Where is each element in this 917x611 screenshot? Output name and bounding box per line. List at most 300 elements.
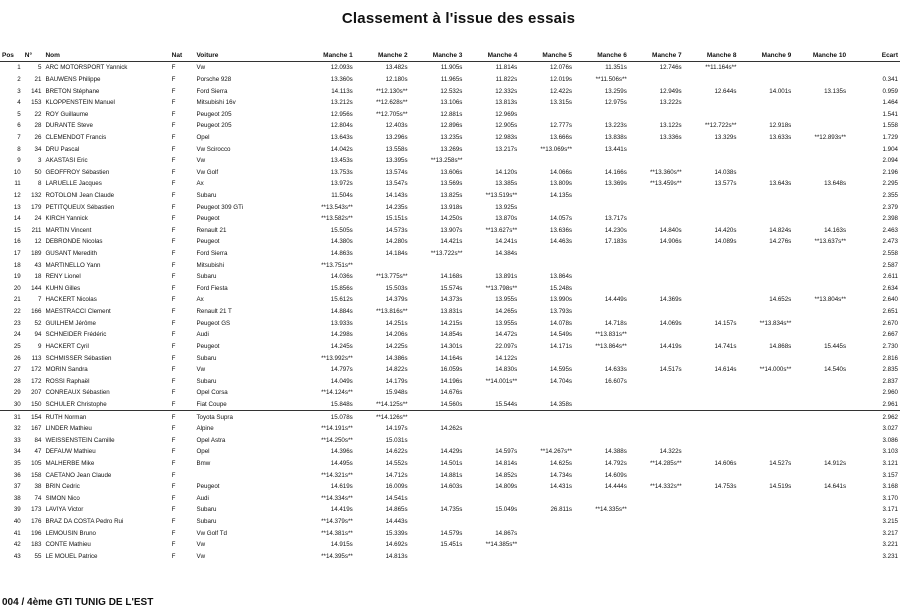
- table-cell: **13.459s**: [650, 180, 682, 188]
- table-cell: 26: [34, 133, 42, 141]
- table-cell: [574, 190, 629, 202]
- table-cell: 13.235s: [440, 133, 463, 141]
- table-cell: 154: [23, 411, 44, 423]
- table-cell: 24: [13, 331, 21, 339]
- table-cell: [684, 201, 739, 213]
- table-cell: [464, 423, 519, 435]
- table-cell: HACKERT Nicolas: [45, 296, 97, 304]
- table-cell: [793, 539, 848, 551]
- table-cell: [684, 551, 739, 563]
- table-cell: [738, 527, 793, 539]
- table-cell: LAVIYA Victor: [45, 506, 84, 514]
- table-cell: F: [171, 354, 176, 362]
- table-cell: 172: [31, 377, 42, 385]
- table-cell: [793, 375, 848, 387]
- table-row: [0, 190, 900, 202]
- table-cell: 14.429s: [440, 448, 463, 456]
- table-cell: 29: [13, 389, 21, 397]
- table-cell: 14.472s: [495, 331, 518, 339]
- table-cell: **14.267s**: [540, 448, 573, 456]
- table-cell: F: [171, 180, 176, 188]
- table-cell: 34: [13, 448, 21, 456]
- table-cell: [464, 155, 519, 167]
- col-header: Manche 5: [519, 50, 574, 62]
- table-row: [0, 306, 900, 318]
- table-cell: [738, 399, 793, 411]
- table-cell: [738, 493, 793, 505]
- table-cell: 13.574s: [385, 168, 408, 176]
- table-cell: 38: [13, 494, 21, 502]
- table-cell: [793, 62, 848, 74]
- table-cell: 2.816: [882, 354, 898, 362]
- table-row: [0, 271, 900, 283]
- table-cell: 13.825s: [440, 192, 463, 199]
- table-cell: F: [171, 319, 176, 327]
- table-cell: 14.301s: [440, 342, 463, 350]
- table-cell: Peugeot 205: [196, 122, 232, 130]
- table-cell: DURANTE Steve: [45, 122, 93, 130]
- table-cell: [684, 74, 739, 86]
- table-cell: [684, 283, 739, 295]
- table-cell: 43: [34, 261, 42, 269]
- table-cell: [684, 294, 739, 306]
- col-header: Manche 2: [355, 50, 410, 62]
- table-cell: Vw Golf: [196, 168, 219, 176]
- table-cell: 13.648s: [824, 180, 847, 188]
- table-cell: 14.619s: [330, 483, 353, 491]
- table-cell: [574, 435, 629, 447]
- table-cell: 14.066s: [550, 168, 573, 176]
- table-cell: 14.215s: [440, 319, 463, 327]
- table-cell: 14.241s: [495, 238, 518, 246]
- table-cell: 2.651: [882, 308, 898, 316]
- table-cell: **13.258s**: [430, 157, 463, 165]
- table-cell: 12.076s: [550, 64, 573, 72]
- table-cell: [629, 399, 684, 411]
- table-cell: **11.506s**: [595, 75, 627, 83]
- table-cell: [629, 329, 684, 341]
- table-cell: F: [171, 99, 176, 107]
- table-row: [0, 516, 900, 528]
- table-cell: ROTOLONI Jean Claude: [45, 192, 115, 199]
- table-cell: 14.704s: [550, 377, 573, 385]
- table-cell: F: [171, 110, 176, 118]
- table-cell: 18: [13, 261, 21, 269]
- table-cell: 14.865s: [385, 506, 408, 514]
- table-cell: **13.831s**: [595, 331, 627, 339]
- table-cell: F: [171, 400, 176, 408]
- table-cell: [464, 387, 519, 399]
- table-cell: 14.164s: [440, 354, 463, 362]
- table-cell: 14.265s: [495, 308, 518, 316]
- table-cell: 2.473: [882, 238, 898, 246]
- table-cell: 13.441s: [604, 145, 627, 153]
- table-cell: [574, 108, 629, 120]
- table-cell: 14.915s: [330, 541, 353, 549]
- table-cell: 13.329s: [714, 133, 737, 141]
- table-cell: Ax: [196, 180, 204, 188]
- table-cell: DEFAUW Mathieu: [45, 448, 96, 456]
- table-cell: [684, 143, 739, 155]
- table-cell: [793, 329, 848, 341]
- table-cell: 11.965s: [440, 75, 463, 83]
- table-cell: 13.972s: [330, 180, 353, 188]
- table-cell: [574, 387, 629, 399]
- table-cell: 14.369s: [659, 296, 682, 304]
- table-cell: 25: [13, 342, 21, 350]
- table-cell: Peugeot: [196, 215, 220, 223]
- table-cell: 14.143s: [385, 192, 408, 199]
- table-cell: 14.384s: [495, 250, 518, 258]
- table-row: [0, 317, 900, 329]
- table-cell: **12.893s**: [814, 133, 847, 141]
- table-cell: [684, 493, 739, 505]
- table-cell: 3.027: [882, 425, 898, 433]
- table-cell: 14.135s: [550, 192, 573, 199]
- table-cell: 14.379s: [385, 296, 408, 304]
- table-cell: 3: [37, 157, 42, 165]
- table-cell: 27: [13, 366, 21, 374]
- table-cell: **12.722s**: [704, 122, 737, 130]
- table-cell: 8: [37, 180, 42, 188]
- table-cell: [629, 527, 684, 539]
- table-cell: 189: [31, 250, 42, 258]
- table-cell: 13.385s: [495, 180, 518, 188]
- table-cell: [848, 62, 900, 74]
- table-cell: LARUELLE Jacques: [45, 180, 102, 188]
- table-cell: 12.180s: [385, 75, 408, 83]
- table-cell: LINDER Mathieu: [45, 425, 92, 433]
- table-cell: SIMON Nico: [45, 494, 80, 502]
- table-cell: [738, 248, 793, 260]
- table-cell: 3.168: [882, 483, 898, 491]
- table-cell: **12.628s**: [375, 99, 408, 107]
- table-cell: 14.852s: [495, 471, 518, 479]
- table-cell: [574, 283, 629, 295]
- table-cell: [574, 411, 629, 423]
- table-cell: 14.797s: [330, 366, 353, 374]
- table-cell: 1.904: [882, 145, 898, 153]
- table-cell: **13.637s**: [814, 238, 847, 246]
- table-cell: 14.421s: [440, 238, 463, 246]
- table-cell: [738, 551, 793, 563]
- table-cell: [410, 493, 465, 505]
- table-cell: [574, 271, 629, 283]
- table-cell: F: [171, 64, 176, 72]
- table-cell: 144: [31, 284, 42, 292]
- table-cell: [684, 469, 739, 481]
- table-cell: 14.868s: [769, 342, 792, 350]
- table-cell: [629, 435, 684, 447]
- table-cell: 14.884s: [330, 308, 353, 316]
- table-cell: 14.912s: [824, 460, 847, 468]
- table-cell: [738, 387, 793, 399]
- table-cell: 14.225s: [385, 342, 408, 350]
- table-cell: [629, 74, 684, 86]
- event-footer: 004 / 4ème GTI TUNIG DE L'EST: [2, 597, 154, 608]
- col-header: Ecart: [848, 50, 900, 62]
- table-cell: 11.814s: [495, 64, 518, 72]
- table-cell: [574, 259, 629, 271]
- table-cell: [519, 387, 574, 399]
- table-cell: 14.609s: [604, 471, 627, 479]
- table-cell: 14.431s: [550, 483, 573, 491]
- table-row: [0, 435, 900, 447]
- table-row: [0, 62, 900, 74]
- table-row: [0, 294, 900, 306]
- table-cell: 47: [34, 448, 42, 456]
- col-header: Manche 3: [410, 50, 465, 62]
- table-cell: 14.163s: [824, 226, 847, 234]
- table-cell: 11.905s: [440, 64, 463, 72]
- table-cell: 14.597s: [495, 448, 518, 456]
- table-cell: [738, 539, 793, 551]
- table-cell: [629, 387, 684, 399]
- table-cell: 28: [34, 122, 42, 130]
- table-cell: **14.395s**: [321, 552, 353, 560]
- table-cell: **13.543s**: [321, 203, 353, 211]
- table-cell: F: [171, 377, 176, 385]
- table-cell: [738, 411, 793, 423]
- table-row: [0, 201, 900, 213]
- table-cell: F: [171, 133, 176, 141]
- table-cell: 2.837: [882, 377, 898, 385]
- table-cell: [519, 259, 574, 271]
- table-row: [0, 248, 900, 260]
- table-cell: F: [171, 494, 176, 502]
- table-cell: 9: [17, 157, 21, 165]
- table-cell: [738, 166, 793, 178]
- table-cell: Vw: [196, 541, 206, 549]
- table-cell: LEMOUSIN Bruno: [45, 529, 96, 537]
- table-cell: 14.235s: [385, 203, 408, 211]
- table-cell: 24: [34, 215, 42, 223]
- table-cell: 14.652s: [769, 296, 792, 304]
- table-cell: 7: [37, 296, 42, 304]
- table-cell: 15.248s: [550, 284, 573, 292]
- table-cell: 14.603s: [440, 483, 463, 491]
- table-cell: 2.670: [882, 319, 898, 327]
- table-cell: Mitsubishi: [196, 261, 224, 269]
- table-cell: **14.334s**: [321, 494, 353, 502]
- table-cell: Ford Sierra: [196, 87, 228, 95]
- table-cell: 12.956s: [330, 110, 353, 118]
- table-row: [0, 166, 900, 178]
- table-cell: 14.251s: [385, 319, 408, 327]
- table-cell: 2.835: [882, 366, 898, 374]
- table-cell: DEBRONDE Nicolas: [45, 238, 103, 246]
- table-cell: 14.113s: [331, 87, 353, 95]
- table-cell: 14.830s: [495, 366, 518, 374]
- table-cell: 13.666s: [550, 133, 573, 141]
- col-header: N°: [23, 50, 44, 62]
- table-cell: 2.463: [882, 226, 898, 234]
- table-cell: 14.420s: [714, 226, 737, 234]
- table-cell: 15.848s: [330, 400, 353, 408]
- table-cell: 14.741s: [714, 342, 737, 350]
- table-cell: [684, 446, 739, 458]
- table-cell: F: [171, 541, 176, 549]
- table-cell: 14.519s: [769, 483, 792, 491]
- table-cell: [793, 248, 848, 260]
- table-cell: 13.636s: [550, 226, 573, 234]
- table-cell: 14.863s: [330, 250, 353, 258]
- table-cell: [793, 423, 848, 435]
- table-cell: F: [171, 145, 176, 153]
- table-cell: 0.959: [882, 87, 898, 95]
- table-cell: F: [171, 448, 176, 456]
- table-cell: [519, 248, 574, 260]
- table-cell: 34: [34, 145, 42, 153]
- table-cell: 14.322s: [659, 448, 682, 456]
- table-cell: **11.164s**: [705, 64, 737, 72]
- table-cell: 3.231: [882, 552, 898, 560]
- table-cell: 2.962: [848, 411, 900, 423]
- table-cell: Vw Golf Td: [196, 529, 227, 537]
- table-cell: 13.925s: [495, 203, 518, 211]
- table-cell: 36: [13, 471, 21, 479]
- table-cell: 12.532s: [440, 87, 463, 95]
- table-cell: **13.834s**: [759, 319, 792, 327]
- table-cell: 2.196: [882, 168, 898, 176]
- table-cell: 14.718s: [604, 319, 627, 327]
- table-cell: 14.495s: [330, 460, 353, 468]
- table-cell: [738, 446, 793, 458]
- table-cell: [738, 201, 793, 213]
- table-cell: [738, 259, 793, 271]
- table-row: [0, 352, 900, 364]
- table-cell: Vw: [196, 552, 206, 560]
- table-cell: [519, 493, 574, 505]
- table-cell: 55: [34, 552, 42, 560]
- table-cell: 15.574s: [440, 284, 463, 292]
- table-cell: F: [171, 273, 176, 281]
- table-cell: 14.549s: [550, 331, 573, 339]
- table-cell: 16: [13, 238, 21, 246]
- table-cell: **14.126s**: [355, 411, 410, 423]
- table-cell: **14.250s**: [321, 436, 353, 444]
- table-cell: 14.813s: [385, 552, 408, 560]
- table-cell: 84: [34, 436, 42, 444]
- table-cell: Toyota Supra: [194, 411, 300, 423]
- table-cell: 13.106s: [440, 99, 463, 107]
- table-cell: Porsche 928: [196, 75, 232, 83]
- table-cell: [684, 435, 739, 447]
- table-cell: [793, 108, 848, 120]
- table-cell: [629, 248, 684, 260]
- table-cell: 14.881s: [440, 471, 463, 479]
- table-cell: 172: [31, 366, 42, 374]
- table-cell: [629, 539, 684, 551]
- table-cell: Peugeot 205: [196, 110, 232, 118]
- table-cell: F: [171, 122, 176, 130]
- table-cell: [793, 201, 848, 213]
- table-cell: [793, 306, 848, 318]
- table-cell: [629, 155, 684, 167]
- table-cell: 14.298s: [330, 331, 353, 339]
- header-row: [0, 50, 900, 62]
- table-cell: 15.339s: [385, 529, 408, 537]
- table-cell: [519, 423, 574, 435]
- table-cell: Subaru: [196, 192, 217, 199]
- table-cell: [629, 143, 684, 155]
- table-cell: 14.734s: [550, 471, 573, 479]
- table-cell: [574, 399, 629, 411]
- table-cell: 13.577s: [714, 180, 737, 188]
- table-cell: **13.804s**: [814, 296, 847, 304]
- table-cell: 2.611: [882, 273, 898, 281]
- table-cell: 18: [34, 273, 42, 281]
- table-cell: 13.259s: [604, 87, 627, 95]
- table-cell: F: [171, 460, 176, 468]
- table-cell: 7: [17, 133, 21, 141]
- table-cell: 14.560s: [440, 400, 463, 408]
- table-cell: **14.332s**: [650, 483, 682, 491]
- table-row: [0, 236, 900, 248]
- table-cell: 13.360s: [330, 75, 353, 83]
- table-cell: Opel: [196, 448, 210, 456]
- table-cell: 13.135s: [824, 87, 847, 95]
- table-cell: 158: [31, 471, 42, 479]
- table-cell: 13.933s: [330, 319, 353, 327]
- table-cell: [684, 248, 739, 260]
- table-cell: 141: [31, 87, 42, 95]
- table-cell: F: [171, 238, 176, 246]
- table-cell: 2.398: [882, 215, 898, 223]
- table-cell: 1.558: [882, 122, 898, 130]
- table-cell: 28: [13, 377, 21, 385]
- table-cell: [629, 423, 684, 435]
- table-cell: 17: [13, 250, 21, 258]
- table-cell: [793, 551, 848, 563]
- table-cell: 13.482s: [385, 64, 408, 72]
- col-header: Manche 6: [574, 50, 629, 62]
- table-cell: ARC MOTORSPORT Yannick: [45, 64, 128, 72]
- table-cell: **13.798s**: [485, 284, 518, 292]
- table-cell: [629, 271, 684, 283]
- table-cell: 12.746s: [659, 64, 682, 72]
- table-cell: **14.125s**: [375, 400, 408, 408]
- table-cell: SCHMISSER Sébastien: [45, 354, 112, 362]
- table-cell: 14.579s: [440, 529, 463, 537]
- table-cell: **13.582s**: [321, 215, 353, 223]
- table-cell: [738, 271, 793, 283]
- table-cell: 10: [13, 168, 21, 176]
- table-cell: [684, 375, 739, 387]
- table-cell: 14.380s: [330, 238, 353, 246]
- table-row: [0, 469, 900, 481]
- table-cell: 11.822s: [495, 75, 518, 83]
- table-cell: 13.217s: [495, 145, 518, 153]
- results-body: [0, 62, 900, 563]
- table-cell: [738, 504, 793, 516]
- table-cell: 14.625s: [550, 460, 573, 468]
- table-cell: Subaru: [196, 273, 217, 281]
- table-cell: [629, 213, 684, 225]
- table-cell: Fiat Coupe: [196, 400, 227, 408]
- table-cell: F: [171, 284, 176, 292]
- table-cell: [574, 201, 629, 213]
- table-cell: 14: [13, 215, 21, 223]
- table-cell: [464, 259, 519, 271]
- table-cell: 2.640: [882, 296, 898, 304]
- table-cell: Alpine: [196, 425, 214, 433]
- table-cell: **13.775s**: [375, 273, 408, 281]
- table-cell: 3.086: [882, 436, 898, 444]
- table-cell: [738, 375, 793, 387]
- table-cell: [793, 469, 848, 481]
- table-cell: 14.078s: [550, 319, 573, 327]
